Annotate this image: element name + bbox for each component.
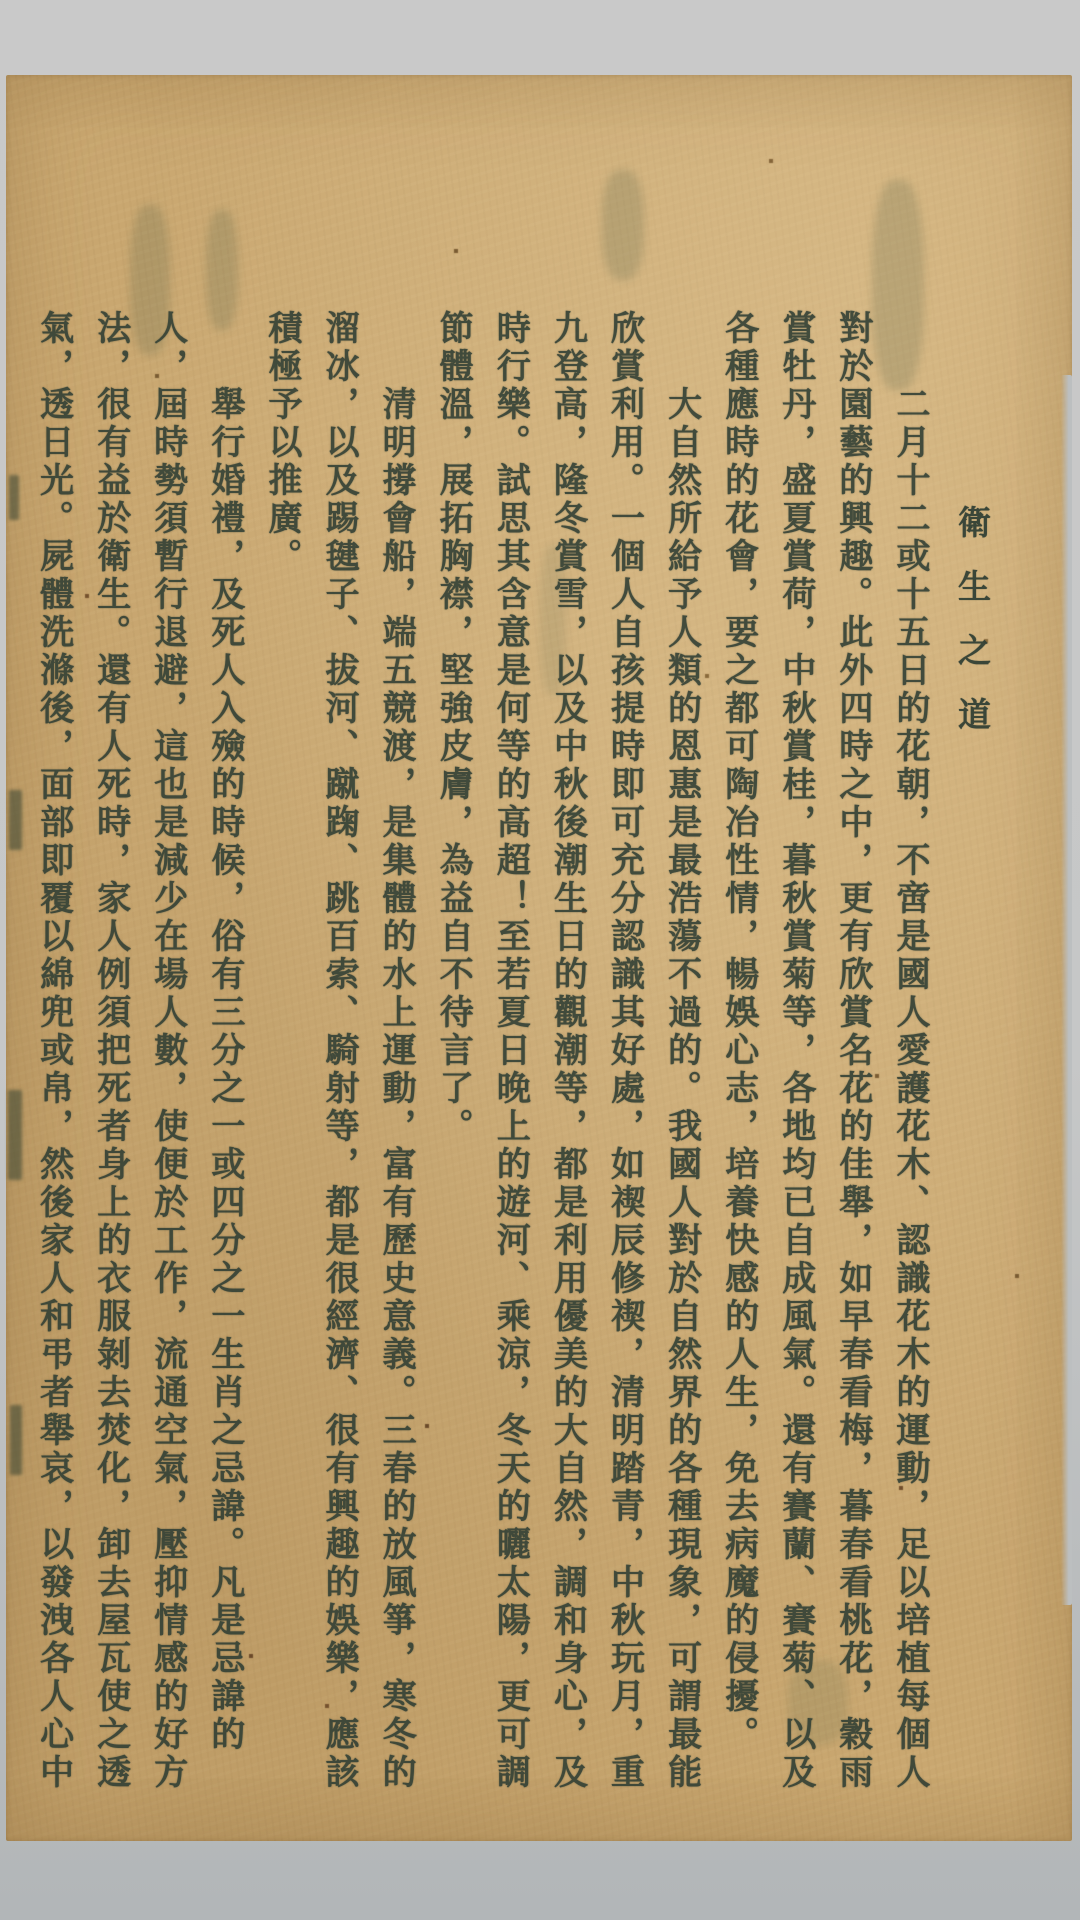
page-edge-ink-fragment	[9, 790, 22, 850]
text-column-2: 對於園藝的興趣。此外四時之中，更有欣賞名花的佳舉，如早春看梅，暮春看桃花，穀雨	[832, 310, 873, 1792]
page-right-edge	[1061, 375, 1072, 1605]
text-column-11: 溜冰，以及踢毽子、拔河、蹴踘、跳百索、騎射等，都是很經濟、很有興趣的娛樂，應該	[319, 310, 360, 1792]
page-title: 衛生之道	[953, 505, 992, 761]
page-edge-ink-fragment	[8, 1090, 22, 1180]
text-column-15: 法，很有益於衛生。還有人死時，家人例須把死者身上的衣服剝去焚化，卸去屋瓦使之透	[90, 310, 131, 1792]
text-column-4: 各種應時的花會，要之都可陶冶性情，暢娛心志，培養快感的人生，免去病魔的侵擾。	[718, 310, 759, 1754]
book-page	[6, 75, 1072, 1841]
text-column-5: 大自然所給予人類的恩惠是最浩蕩不過的。我國人對於自然界的各種現象，可謂最能	[661, 386, 702, 1792]
paper-specks	[6, 75, 8, 77]
text-column-10: 清明撐會船，端五競渡，是集體的水上運動，富有歷史意義。三春的放風箏，寒冬的	[376, 386, 417, 1792]
text-column-13: 舉行婚禮，及死人入殮的時候，俗有三分之一或四分之一生肖之忌諱。凡是忌諱的	[204, 386, 245, 1754]
text-column-16: 氣，透日光。屍體洗滌後，面部即覆以綿兜或帛，然後家人和弔者舉哀，以發洩各人心中	[33, 310, 74, 1792]
text-column-6: 欣賞利用。一個人自孩提時即可充分認識其好處，如禊辰修禊，清明踏青，中秋玩月，重	[604, 310, 645, 1792]
text-column-12: 積極予以推廣。	[261, 310, 302, 576]
page-edge-ink-fragment	[10, 1405, 22, 1475]
page-edge-ink-fragment	[9, 475, 19, 520]
text-block	[25, 310, 939, 1810]
text-column-7: 九登高，隆冬賞雪，以及中秋後潮生日的觀潮等，都是利用優美的大自然，調和身心，及	[547, 310, 588, 1792]
text-column-1: 二月十二或十五日的花朝，不啻是國人愛護花木、認識花木的運動，足以培植每個人	[890, 386, 930, 1792]
ink-ghost	[602, 170, 644, 280]
text-column-8: 時行樂。試思其含意是何等的高超！至若夏日晚上的遊河、乘涼，冬天的曬太陽，更可調	[490, 310, 531, 1792]
text-column-9: 節體溫，展拓胸襟，堅強皮膚，為益自不待言了。	[433, 310, 474, 1146]
text-column-3: 賞牡丹，盛夏賞荷，中秋賞桂，暮秋賞菊等，各地均已自成風氣。還有賽蘭、賽菊、以及	[775, 310, 816, 1792]
text-column-14: 人，屆時勢須暫行退避，這也是減少在場人數，使便於工作，流通空氣，壓抑情感的好方	[147, 310, 188, 1792]
